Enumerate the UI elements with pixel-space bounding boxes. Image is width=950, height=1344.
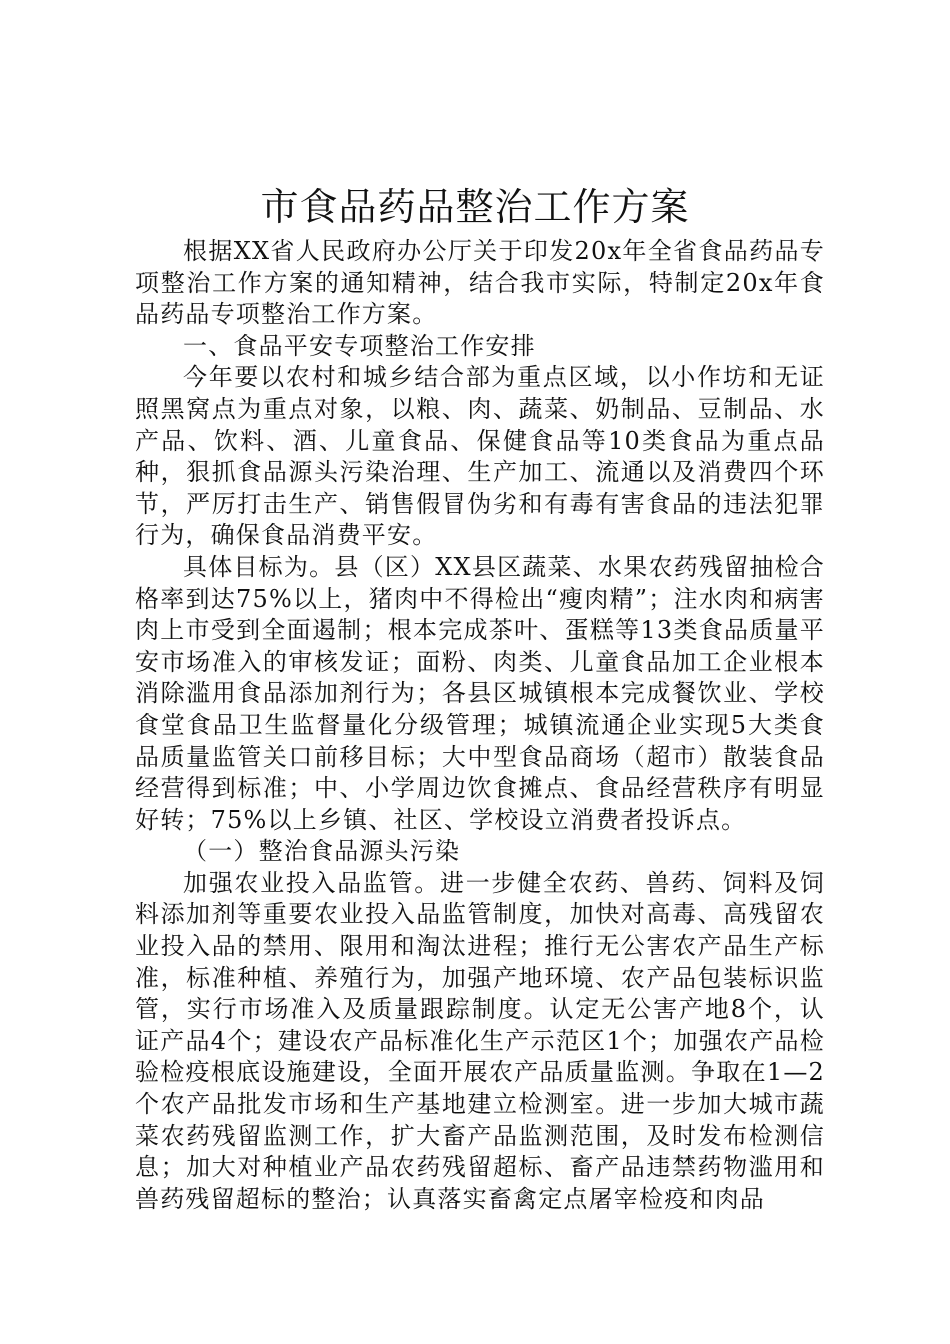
document-body bbox=[135, 236, 825, 1215]
document-title: 市食品药品整治工作方案 bbox=[260, 185, 690, 229]
subsection-heading-1: （一）整治食品源头污染 bbox=[183, 837, 461, 866]
paragraph-targets: 具体目标为。县（区）XX县区蔬菜、水果农药残留抽检合格率到达75%以上，猪肉中不得检出“瘦肉精”；注水肉和病害肉上市受到全面遏制；根本完成茶叶、蛋糕等13类食品质量平安市场准入的审核发证；面粉、肉类、儿童食品加工企业根本消除滥用食品添加剂行为；各县区城镇根本完成餐饮业、学校食堂食品卫生监督量化分级管理；城镇流通企业实现5大类食品质量监管关口前移目标；大中型食品商场（超市）散装食品经营得到标准；中、小学周边饮食摊点、食品经营秩序有明显好转；75%以上乡镇、社区、学校设立消费者投诉点。 bbox=[135, 552, 825, 834]
section-heading-1: 一、食品平安专项整治工作安排 bbox=[183, 331, 536, 360]
paragraph-intro: 根据XX省人民政府办公厅关于印发20x年全省食品药品专项整治工作方案的通知精神，结合我市实际，特制定20x年食品药品专项整治工作方案。 bbox=[135, 237, 825, 329]
paragraph-focus: 今年要以农村和城乡结合部为重点区域，以小作坊和无证照黑窝点为重点对象，以粮、肉、蔬菜、奶制品、豆制品、水产品、饮料、酒、儿童食品、保健食品等10类食品为重点品种，狠抓食品源头污染治理、生产加工、流通以及消费四个环节，严厉打击生产、销售假冒伪劣和有毒有害食品的违法犯罪行为，确保食品消费平安。 bbox=[135, 363, 825, 550]
paragraph-agriculture: 加强农业投入品监管。进一步健全农药、兽药、饲料及饲料添加剂等重要农业投入品监管制度，加快对高毒、高残留农业投入品的禁用、限用和淘汰进程；推行无公害农产品生产标准，标准种植、养殖行为，加强产地环境、农产品包装标识监管，实行市场准入及质量跟踪制度。认定无公害产地8个，认证产品4个；建设农产品标准化生产示范区1个；加强农产品检验检疫根底设施建设，全面开展农产品质量监测。争取在1—2个农产品批发市场和生产基地建立检测室。进一步加大城市蔬菜农药残留监测工作，扩大畜产品监测范围，及时发布检测信息；加大对种植业产品农药残留超标、畜产品违禁药物滥用和兽药残留超标的整治；认真落实畜禽定点屠宰检疫和肉品 bbox=[135, 868, 825, 1213]
